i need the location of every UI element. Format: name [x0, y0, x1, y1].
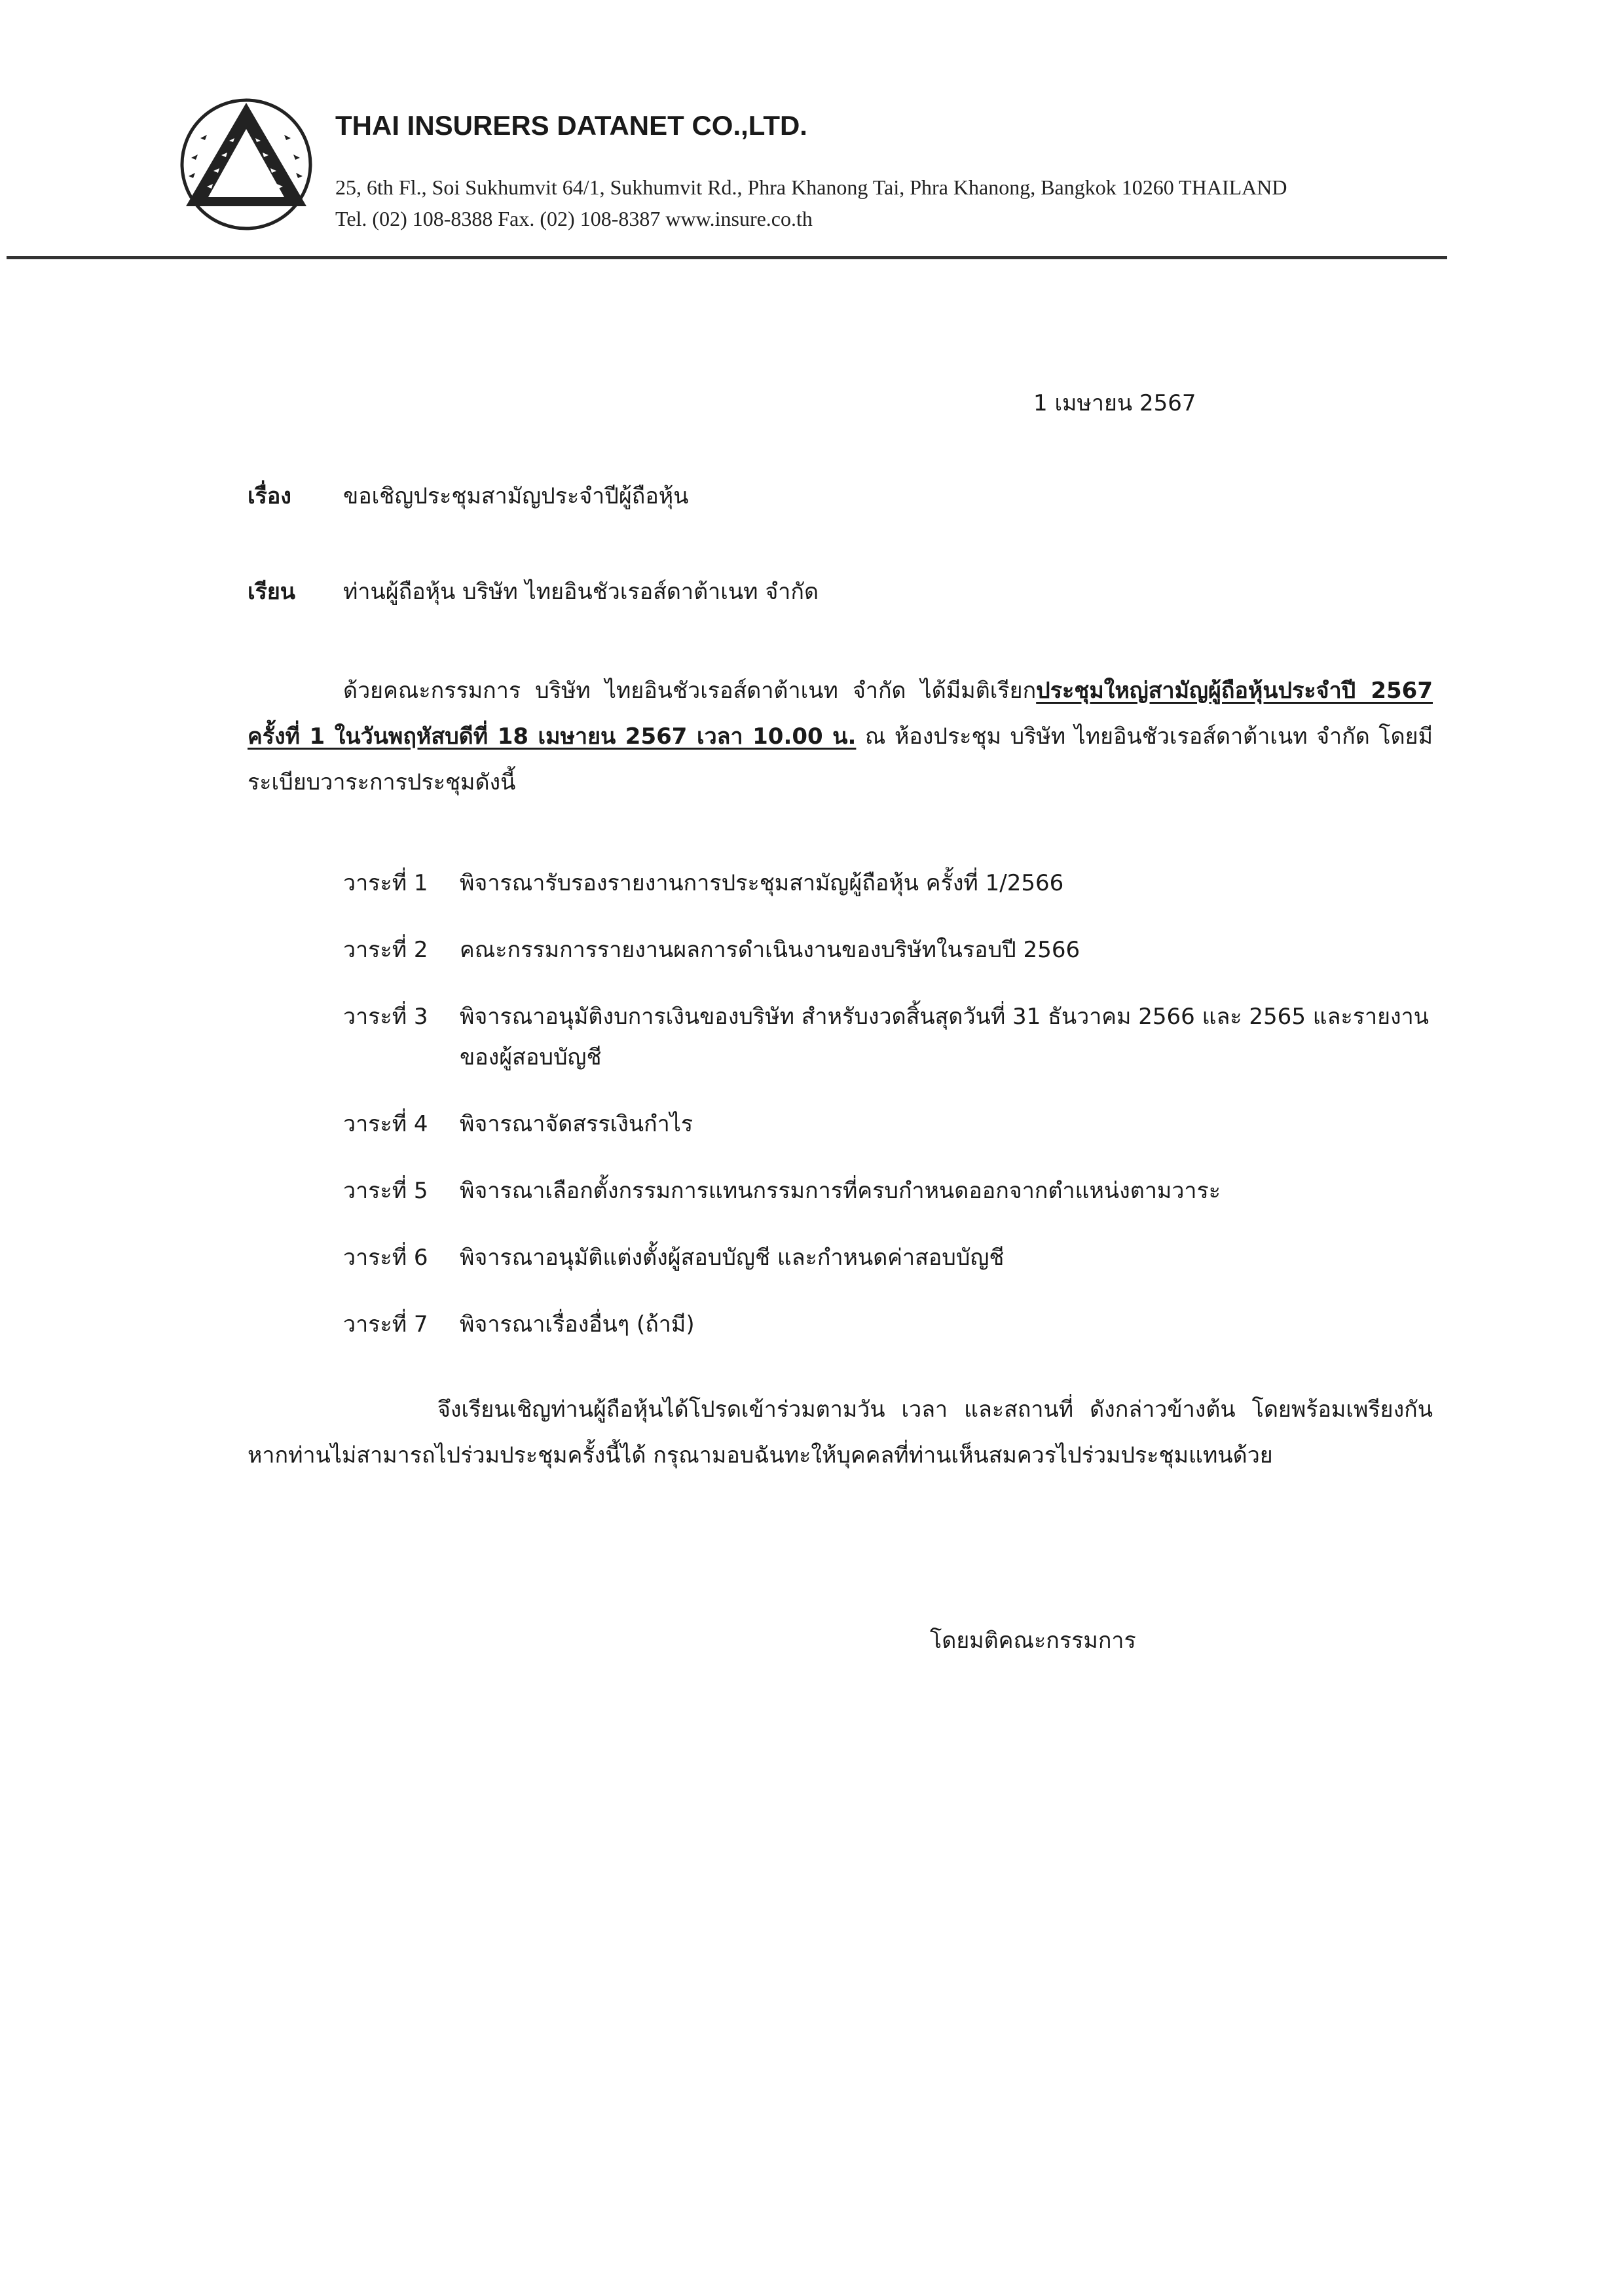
closing-text: จึงเรียนเชิญท่านผู้ถือหุ้นได้โปรดเข้าร่วมตามวัน เวลา และสถานที่ ดังกล่าวข้างต้น โดยพร้อมเพรียงกัน หากท่านไม่สามารถไปร่วมประชุมครั้งนี้ได้ กรุณามอบฉันทะให้บุคคลที่ท่านเห็นสมควรไปร่วมประชุมแทนด้วย — [248, 1396, 1433, 1468]
subject-text: ขอเชิญประชุมสามัญประจำปีผู้ถือหุ้น — [343, 483, 689, 509]
closing-paragraph — [248, 1387, 1433, 1478]
recipient-text: ท่านผู้ถือหุ้น บริษัท ไทยอินชัวเรอส์ดาต้าเนท จำกัด — [343, 579, 819, 605]
agenda-description: คณะกรรมการรายงานผลการดำเนินงานของบริษัทในรอบปี 2566 — [460, 937, 1080, 963]
letter-date: 1 เมษายน 2567 — [1033, 390, 1196, 416]
agenda-number: วาระที่ 4 — [343, 1111, 428, 1137]
agenda-item — [343, 1237, 1456, 1278]
company-contact: Tel. (02) 108-8388 Fax. (02) 108-8387 www.insure.co.th — [335, 207, 813, 230]
signoff-text: โดยมติคณะกรรมการ — [930, 1628, 1136, 1654]
agenda-item — [343, 1171, 1456, 1211]
intro-text-after: ณ ห้องประชุม บริษัท ไทยอินชัวเรอส์ดาต้าเนท จำกัด โดยมีระเบียบวาระการประชุมดังนี้ — [248, 723, 1433, 795]
agenda-item — [343, 930, 1456, 970]
company-address: 25, 6th Fl., Soi Sukhumvit 64/1, Sukhumvit Rd., Phra Khanong Tai, Phra Khanong, Bangkok 10260 THAILAND — [335, 175, 1287, 199]
agenda-item — [343, 1104, 1456, 1144]
agenda-item — [343, 1304, 1456, 1345]
meeting-datetime: ประชุมใหญ่สามัญผู้ถือหุ้นประจำปี 2567 ครั้งที่ 1 ในวันพฤหัสบดีที่ 18 เมษายน 2567 เวลา 10.00 น. — [248, 678, 1433, 750]
intro-paragraph — [248, 668, 1433, 805]
recipient-label: เรียน — [248, 579, 296, 605]
agenda-description: พิจารณาอนุมัติงบการเงินของบริษัท สำหรับงวดสิ้นสุดวันที่ 31 ธันวาคม 2566 และ 2565 และรายงานของผู้สอบบัญชี — [460, 1004, 1429, 1070]
agenda-number: วาระที่ 7 — [343, 1311, 428, 1338]
subject-label: เรื่อง — [248, 483, 291, 509]
agenda-number: วาระที่ 1 — [343, 870, 428, 896]
agenda-description: พิจารณาจัดสรรเงินกำไร — [460, 1111, 693, 1137]
intro-text-before: ด้วยคณะกรรมการ บริษัท ไทยอินชัวเรอส์ดาต้าเนท จำกัด ได้มีมติเรียก — [343, 678, 1037, 704]
agenda-description: พิจารณาเรื่องอื่นๆ (ถ้ามี) — [460, 1311, 695, 1338]
agenda-list — [343, 863, 1456, 1371]
agenda-number: วาระที่ 5 — [343, 1178, 428, 1204]
agenda-description: พิจารณารับรองรายงานการประชุมสามัญผู้ถือหุ้น ครั้งที่ 1/2566 — [460, 870, 1064, 896]
triangle-logo-icon — [169, 95, 323, 234]
agenda-item — [343, 996, 1456, 1078]
agenda-number: วาระที่ 2 — [343, 937, 428, 963]
company-name: THAI INSURERS DATANET CO.,LTD. — [335, 110, 807, 141]
agenda-number: วาระที่ 3 — [343, 1004, 428, 1030]
header-divider — [7, 256, 1447, 259]
agenda-number: วาระที่ 6 — [343, 1245, 428, 1271]
agenda-description: พิจารณาอนุมัติแต่งตั้งผู้สอบบัญชี และกำหนดค่าสอบบัญชี — [460, 1245, 1005, 1271]
agenda-description: พิจารณาเลือกตั้งกรรมการแทนกรรมการที่ครบกำหนดออกจากตำแหน่งตามวาระ — [460, 1178, 1221, 1204]
agenda-item — [343, 863, 1456, 903]
